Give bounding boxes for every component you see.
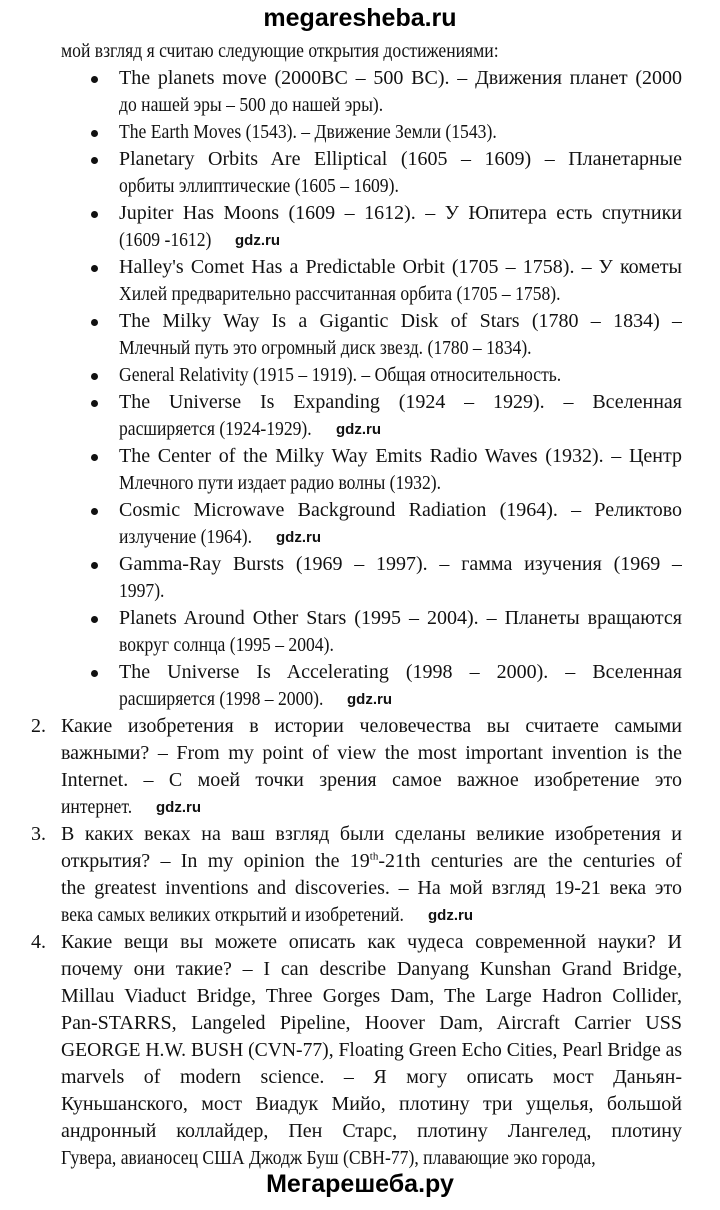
question-line-text: важными? – From my point of view the most important invention is the [61,742,682,764]
bullet-icon [91,76,98,83]
question-line-text: Какие вещи вы можете описать как чудеса современной науки? И [61,931,682,953]
superscript: th [369,850,379,863]
bullet-item-line [119,659,682,686]
question-number: 2. [31,715,46,737]
bullet-icon [91,454,98,461]
bullet-item-line [119,389,682,416]
bullet-item-line [119,281,682,308]
bullet-item-line-text: Halley's Comet Has a Predictable Orbit (1705 – 1758). – У кометы [119,256,682,278]
question-line [61,983,682,1010]
bullet-item-line-text: The planets move (2000BC – 500 BC). – Движения планет (2000 [119,67,682,89]
bullet-item-line-text: до нашей эры – 500 до нашей эры). [119,94,384,116]
bullet-icon [91,670,98,677]
bullet-item-line [119,686,682,713]
bullet-item-line-text: вокруг солнца (1995 – 2004). [119,634,334,656]
question-number: 4. [31,931,46,953]
question-line-text: the greatest inventions and discoveries. – На мой взгляд 19-21 века это [61,877,682,899]
bullet-icon [91,265,98,272]
bullet-item-line [119,65,682,92]
bullet-item-line [119,362,682,389]
bullet-item-line-text: Млечного пути издает радио волны (1932). [119,472,442,494]
bullet-item-line-text: The Earth Moves (1543). – Движение Земли (1543). [119,121,497,143]
question-line-text: Гувера, авианосец США Джодж Буш (СВН-77), плавающие эко города, [61,1147,596,1169]
bullet-item-line [119,416,682,443]
question-line [61,794,682,821]
bullet-item-line-text: Млечный путь это огромный диск звезд. (1780 – 1834). [119,337,532,359]
question-line [61,956,682,983]
question-line-text: marvels of modern science. – Я могу описать мост Даньян- [61,1066,682,1088]
question-line [61,767,682,794]
bullet-item-line-text: Planetary Orbits Are Elliptical (1605 – 1609) – Планетарные [119,148,682,170]
question-line-text: Pan-STARRS, Langeled Pipeline, Hoover Dam, Aircraft Carrier USS [61,1012,682,1034]
bullet-item-line-text: Planets Around Other Stars (1995 – 2004). – Планеты вращаются [119,607,682,629]
question-line-text [61,848,682,875]
watermark: gdz.ru [156,799,201,816]
question-line-part: -21th centuries are the centuries of [378,850,682,872]
bullet-item-line-text: The Universe Is Accelerating (1998 – 2000). – Вселенная [119,661,682,683]
bullet-item-line-text: 1997). [119,580,165,602]
bullet-item-line-text: расширяется (1924-1929). [119,418,312,440]
watermark: gdz.ru [428,907,473,924]
bullet-item-line [119,335,682,362]
bullet-item-line [119,92,682,119]
bullet-item-line [119,551,682,578]
bullet-item-line [119,146,682,173]
bullet-item-line [119,227,682,254]
bullet-item-line [119,578,682,605]
bullet-item-line-text: расширяется (1998 – 2000). [119,688,324,710]
question-line [61,875,682,902]
bullet-item-line-text: The Milky Way Is a Gigantic Disk of Stars (1780 – 1834) – [119,310,682,332]
bullet-item-line-text: The Center of the Milky Way Emits Radio Waves (1932). – Центр [119,445,682,467]
site-header: megaresheba.ru [263,4,457,32]
bullet-item-line-text: (1609 -1612) [119,229,212,251]
question-line-text: интернет. [61,796,133,818]
question-line-text: Куньшанского, мост Виадук Мийо, плотину три ущелья, большой [61,1093,682,1115]
question-line-text: Какие изобретения в истории человечества вы считаете самыми [61,715,682,737]
bullet-icon [91,562,98,569]
bullet-item-line-text: Jupiter Has Moons (1609 – 1612). – У Юпитера есть спутники [119,202,682,224]
intro-line [61,38,682,65]
question-line-text: GEORGE H.W. BUSH (CVN-77), Floating Green Echo Cities, Pearl Bridge as [61,1039,682,1061]
bullet-icon [91,130,98,137]
watermark: gdz.ru [347,691,392,708]
bullet-item-line-text: Gamma-Ray Bursts (1969 – 1997). – гамма изучения (1969 – [119,553,682,575]
bullet-item-line [119,443,682,470]
bullet-icon [91,508,98,515]
bullet-item-line-text: Хилей предварительно рассчитанная орбита (1705 – 1758). [119,283,561,305]
bullet-item-line-text: Cosmic Microwave Background Radiation (1964). – Реликтово [119,499,682,521]
bullet-item-line [119,497,682,524]
bullet-item-line [119,605,682,632]
question-line [61,740,682,767]
question-line [61,848,682,875]
bullet-item-line [119,308,682,335]
bullet-icon [91,157,98,164]
bullet-icon [91,616,98,623]
bullet-item-line [119,524,682,551]
bullet-item-line [119,173,682,200]
question-line-part: открытия? – In my opinion the 19 [61,850,370,872]
question-line-text: века самых великих открытий и изобретений. [61,904,404,926]
question-line [61,1118,682,1145]
question-line-text: Millau Viaduct Bridge, Three Gorges Dam, The Large Hadron Collider, [61,985,682,1007]
question-line [61,1037,682,1064]
bullet-item-line [119,254,682,281]
bullet-icon [91,373,98,380]
question-line-text: андронный коллайдер, Пен Старс, плотину Лангелед, плотину [61,1120,682,1142]
site-footer: Мегарешеба.ру [266,1170,454,1198]
question-line-text: Internet. – С моей точки зрения самое важное изобретение это [61,769,682,791]
bullet-item-line [119,119,682,146]
question-line [61,902,682,929]
bullet-item-line-text: излучение (1964). [119,526,252,548]
question-line [61,1010,682,1037]
watermark: gdz.ru [276,529,321,546]
watermark: gdz.ru [336,421,381,438]
question-line-text: почему они такие? – I can describe Danyang Kunshan Grand Bridge, [61,958,682,980]
bullet-item-line-text: орбиты эллиптические (1605 – 1609). [119,175,399,197]
question-line [61,929,682,956]
question-line [61,713,682,740]
question-line [61,1064,682,1091]
bullet-item-line [119,200,682,227]
bullet-item-line-text: The Universe Is Expanding (1924 – 1929). – Вселенная [119,391,682,413]
question-line [61,1091,682,1118]
bullet-icon [91,211,98,218]
bullet-item-line [119,632,682,659]
question-line [61,821,682,848]
question-number: 3. [31,823,46,845]
bullet-item-line-text: General Relativity (1915 – 1919). – Общая относительность. [119,364,562,386]
question-line-text: В каких веках на ваш взгляд были сделаны великие изобретения и [61,823,682,845]
watermark: gdz.ru [235,232,280,249]
bullet-item-line [119,470,682,497]
intro-line-text: мой взгляд я считаю следующие открытия достижениями: [61,40,499,62]
bullet-icon [91,319,98,326]
bullet-icon [91,400,98,407]
